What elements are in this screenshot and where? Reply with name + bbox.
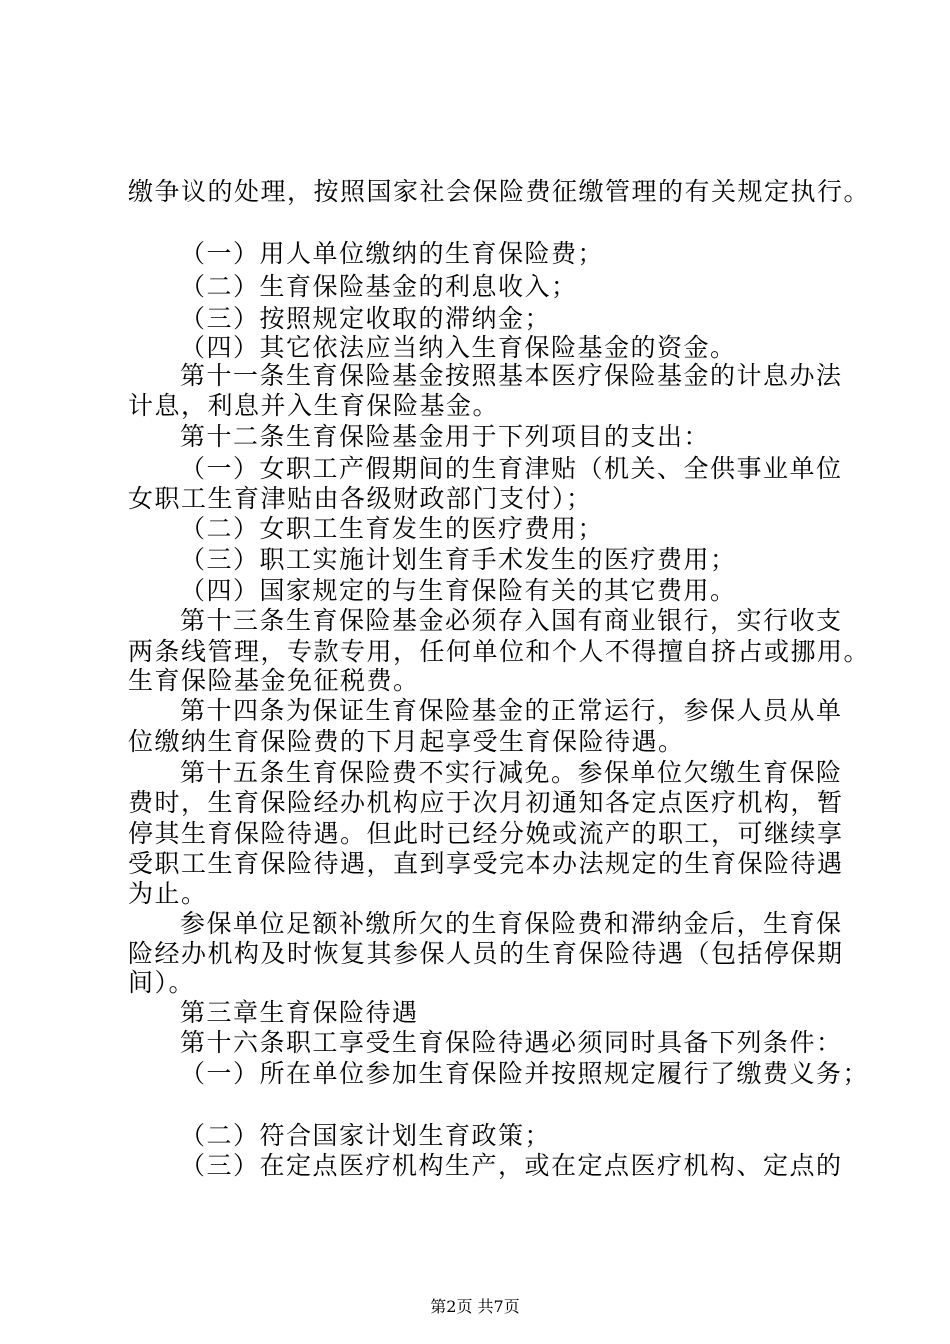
text-line: 第十五条生育保险费不实行减免。参保单位欠缴生育保险 <box>180 758 843 787</box>
text-line: 女职工生育津贴由各级财政部门支付）； <box>128 484 593 513</box>
text-line: （一）用人单位缴纳的生育保险费； <box>180 239 605 268</box>
section-heading: 第三章生育保险待遇 <box>180 998 419 1027</box>
text-line: 第十二条生育保险基金用于下列项目的支出： <box>180 422 711 451</box>
text-line: 计息，利息并入生育保险基金。 <box>128 391 500 420</box>
text-line: 第十三条生育保险基金必须存入国有商业银行，实行收支 <box>180 606 843 635</box>
text-line: 费时，生育保险经办机构应于次月初通知各定点医疗机构，暂 <box>128 788 844 817</box>
text-line: 间）。 <box>128 968 196 997</box>
text-line: 生育保险基金免征税费。 <box>128 666 420 695</box>
text-line: 为止。 <box>128 879 208 908</box>
text-line: （三）在定点医疗机构生产，或在定点医疗机构、定点的 <box>180 1151 843 1180</box>
text-line: 参保单位足额补缴所欠的生育保险费和滞纳金后，生育保 <box>180 909 843 938</box>
text-line: 第十六条职工享受生育保险待遇必须同时具备下列条件： <box>180 1028 843 1057</box>
text-line: 第十四条为保证生育保险基金的正常运行，参保人员从单 <box>180 696 843 725</box>
text-line: 第十一条生育保险基金按照基本医疗保险基金的计息办法 <box>180 361 843 390</box>
text-line: 受职工生育保险待遇，直到享受完本办法规定的生育保险待遇 <box>128 849 844 878</box>
text-line: （二）生育保险基金的利息收入； <box>180 272 578 301</box>
text-line: 两条线管理，专款专用，任何单位和个人不得擅自挤占或挪用。 <box>128 637 871 666</box>
text-line: （二）女职工生育发生的医疗费用； <box>180 514 605 543</box>
text-line: 缴争议的处理，按照国家社会保险费征缴管理的有关规定执行。 <box>128 177 871 206</box>
text-line: 位缴纳生育保险费的下月起享受生育保险待遇。 <box>128 727 685 756</box>
text-line: （一）女职工产假期间的生育津贴（机关、全供事业单位 <box>180 454 843 483</box>
page-number-footer: 第2页 共7页 <box>430 1297 520 1316</box>
text-line: 停其生育保险待遇。但此时已经分娩或流产的职工，可继续享 <box>128 819 844 848</box>
text-line: （三）职工实施计划生育手术发生的医疗费用； <box>180 545 737 574</box>
text-line: （二）符合国家计划生育政策； <box>180 1121 552 1150</box>
text-line: （三）按照规定收取的滞纳金； <box>180 304 552 333</box>
text-line: （四）国家规定的与生育保险有关的其它费用。 <box>180 576 737 605</box>
text-line: （四）其它依法应当纳入生育保险基金的资金。 <box>180 333 737 362</box>
text-line: 险经办机构及时恢复其参保人员的生育保险待遇（包括停保期 <box>128 939 844 968</box>
text-line: （一）所在单位参加生育保险并按照规定履行了缴费义务； <box>180 1059 870 1088</box>
